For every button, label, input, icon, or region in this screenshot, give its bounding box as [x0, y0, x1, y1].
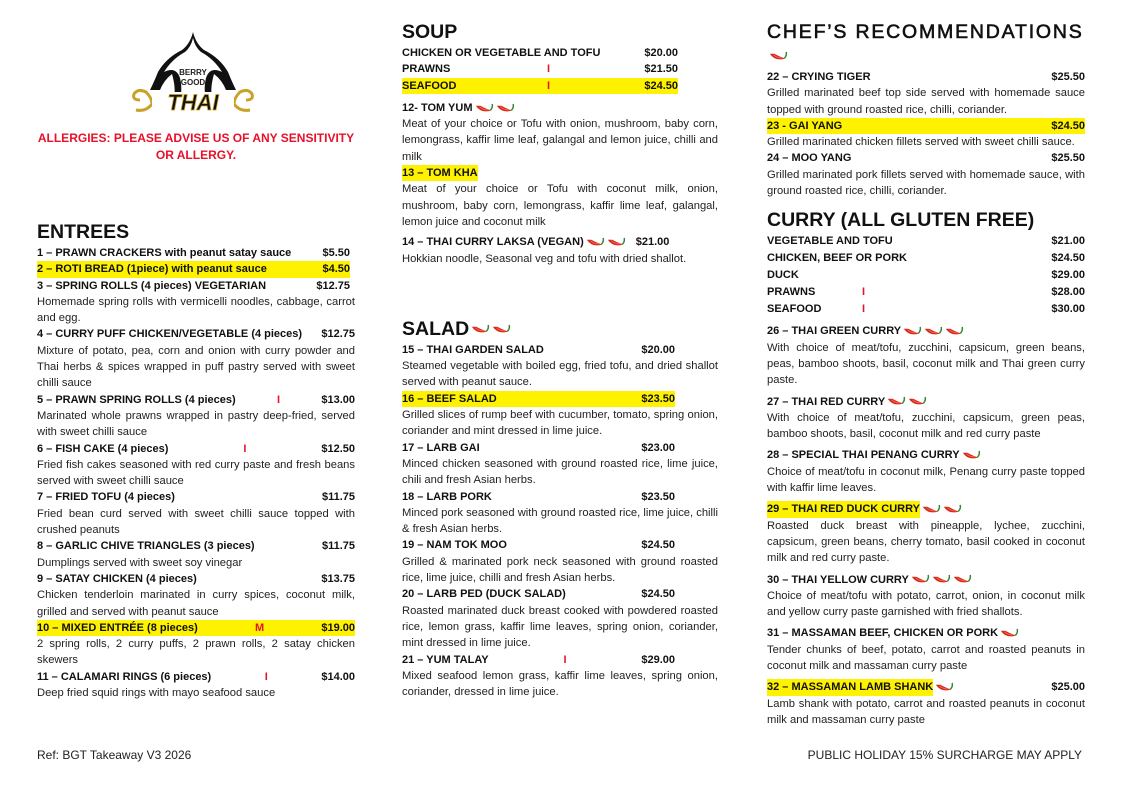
chili-icon [474, 103, 494, 114]
menu-item-description: Minced chicken seasoned with ground roasted rice, lime juice, chili and fresh Asian herbs. [402, 457, 718, 487]
menu-item-heading [402, 234, 718, 250]
menu-item-name: 12- TOM YUM [402, 101, 473, 114]
chili-icon [952, 574, 972, 585]
menu-item [402, 100, 718, 165]
option-price: $24.50 [644, 79, 678, 92]
menu-item-price: $19.00 [321, 621, 356, 634]
menu-item-name: 18 – LARB PORK [402, 490, 492, 503]
price-option-row [767, 233, 1085, 250]
menu-item-price: $13.75 [321, 572, 355, 585]
footer-surcharge: PUBLIC HOLIDAY 15% SURCHARGE MAY APPLY [807, 748, 1082, 762]
menu-item-description: Grilled marinated beef top side served with homemade sauce topped with ground roasted rice, chilli, coriander. [767, 87, 1085, 116]
menu-item-price: $23.50 [641, 490, 675, 503]
menu-item-price: $24.50 [641, 588, 675, 601]
menu-item [767, 625, 1085, 674]
menu-item-description: With choice of meat/tofu, zucchini, capsicum, green beans, peas, bamboo shoots, basil, coconut milk and Thai green curry paste. [767, 341, 1085, 387]
menu-item-description: Meat of your choice or Tofu with onion, mushroom, baby corn, lemongrass, kaffir lime leaf, galangal and lemon juice, chilli and milk [402, 118, 718, 163]
section-title-salad: SALAD [402, 317, 718, 341]
menu-item-description: Grilled & marinated pork neck seasoned with ground roasted rice, lime juice, chilli and fresh Asian herbs. [402, 555, 718, 585]
menu-item-description: Fried bean curd served with sweet chilli sauce topped with crushed peanuts [37, 507, 355, 537]
option-marker: I [862, 303, 866, 316]
section-title-curry: CURRY (ALL GLUTEN FREE) [767, 209, 1035, 232]
menu-item-price: $21.00 [635, 236, 670, 249]
menu-item-description: Mixture of potato, pea, corn and onion with curry powder and Thai herbs & spices wrapped in puff pastry served with sweet chilli sauce [37, 344, 355, 390]
menu-item-heading [402, 342, 675, 358]
menu-item-description: Choice of meat/tofu in coconut milk, Penang curry paste topped with kaffir lime leaves. [767, 465, 1085, 495]
menu-item-heading [402, 100, 718, 116]
menu-item-name: 28 – SPECIAL THAI PENANG CURRY [767, 449, 960, 462]
menu-item-description: Roasted duck breast with pineapple, lychee, zucchini, capsicum, green beans, cherry tomato, basil cooked in coconut milk and red curry paste. [767, 519, 1085, 565]
menu-item-heading [37, 441, 355, 457]
menu-item-description: Fried fish cakes seasoned with red curry paste and fresh beans served with sweet chilli sauce [37, 458, 355, 488]
menu-item-heading [402, 165, 718, 181]
menu-item-name: 6 – FISH CAKE (4 pieces) [37, 442, 169, 455]
menu-item-price: $25.50 [1051, 152, 1085, 165]
menu-item-price: $24.50 [1051, 119, 1085, 132]
menu-item-description: Mixed seafood lemon grass, kaffir lime leaves, spring onion, coriander, dressed in lime juice. [402, 669, 718, 699]
price-option-row [402, 61, 678, 77]
menu-item [402, 391, 718, 440]
menu-item-name: 30 – THAI YELLOW CURRY [767, 573, 909, 586]
svg-text:GOOD: GOOD [180, 78, 206, 87]
menu-item-description: With choice of meat/tofu, zucchini, capsicum, green peas, bamboo shoots, basil, coconut milk and red curry paste [767, 411, 1085, 441]
menu-item-heading [37, 326, 355, 342]
menu-item [37, 571, 355, 620]
menu-item-name: 11 – CALAMARI RINGS (6 pieces) [37, 670, 212, 683]
menu-item-description: Homemade spring rolls with vermicelli noodles, cabbage, carrot and egg. [37, 295, 355, 325]
menu-item [37, 441, 355, 490]
menu-item-heading [767, 323, 1085, 339]
menu-item-marker: M [254, 621, 265, 634]
menu-item-description: Steamed vegetable with boiled egg, fried tofu, and dried shallot served with peanut sauce. [402, 360, 718, 389]
menu-item-description: Grilled marinated chicken fillets served with sweet chilli sauce. [767, 136, 1075, 149]
menu-item-heading [37, 669, 355, 685]
menu-item-description: Tender chunks of beef, potato, carrot and roasted peanuts in coconut milk and massaman curry paste [767, 643, 1085, 673]
chili-icon [931, 574, 951, 585]
menu-item-name: 32 – MASSAMAN LAMB SHANK [767, 679, 933, 695]
section-title-entrees: ENTREES [37, 221, 130, 243]
option-name: VEGETABLE AND TOFU [767, 235, 893, 248]
menu-item-heading [767, 394, 1085, 410]
chili-icon [606, 237, 626, 248]
column-soup-salad [402, 20, 718, 700]
entrees-list [37, 245, 355, 701]
option-price: $20.00 [644, 47, 678, 59]
menu-item-heading [37, 278, 350, 294]
chili-icon [902, 326, 922, 337]
menu-item-price: $25.50 [1051, 71, 1085, 83]
menu-item [767, 679, 1085, 728]
menu-item [402, 652, 718, 701]
menu-item-price: $13.00 [321, 393, 355, 406]
option-name: CHICKEN OR VEGETABLE AND TOFU [402, 47, 601, 59]
menu-item-marker: I [276, 393, 281, 406]
option-price: $28.00 [1051, 286, 1085, 299]
menu-item [402, 342, 718, 391]
option-price: $30.00 [1051, 303, 1085, 316]
price-option-row [767, 250, 1085, 267]
menu-item-description: Grilled slices of rump beef with cucumber, tomato, spring onion, coriander and mint dressed in lime juice. [402, 409, 718, 438]
menu-item-name: 27 – THAI RED CURRY [767, 395, 886, 408]
menu-item [767, 69, 1085, 118]
chili-icon [470, 324, 490, 335]
menu-item-name: 17 – LARB GAI [402, 441, 480, 454]
menu-item-name: 19 – NAM TOK MOO [402, 539, 507, 552]
svg-text:THAI: THAI [167, 90, 219, 115]
curry-options [767, 233, 1085, 318]
menu-item [767, 150, 1085, 199]
menu-item-heading [767, 150, 1085, 166]
menu-item-description: Deep fried squid rings with mayo seafood sauce [37, 687, 276, 700]
chili-icon [944, 326, 964, 337]
menu-item-name: 5 – PRAWN SPRING ROLLS (4 pieces) [37, 393, 236, 406]
menu-item-name: 3 – SPRING ROLLS (4 pieces) VEGETARIAN [37, 279, 267, 292]
curry-list [767, 323, 1085, 728]
option-name: SEAFOOD [767, 303, 822, 316]
menu-item-name: 9 – SATAY CHICKEN (4 pieces) [37, 572, 197, 585]
option-name: SEAFOOD [402, 79, 457, 92]
menu-item-price: $20.00 [641, 343, 675, 356]
chili-icon [942, 504, 962, 515]
chefs-list [767, 69, 1085, 199]
chili-icon [495, 103, 515, 114]
menu-item [402, 489, 718, 538]
menu-item [37, 620, 355, 669]
menu-item [767, 501, 1085, 566]
menu-item-heading [402, 489, 675, 505]
chili-icon [585, 237, 605, 248]
menu-item [402, 586, 718, 651]
option-name: CHICKEN, BEEF OR PORK [767, 252, 907, 265]
menu-item [767, 572, 1085, 621]
option-name: PRAWNS [767, 286, 816, 299]
menu-item [37, 538, 355, 571]
menu-item [402, 234, 718, 267]
menu-item [37, 245, 355, 261]
menu-item-heading [767, 447, 1085, 463]
menu-item-heading [767, 679, 1085, 695]
salad-list [402, 342, 718, 701]
column-entrees [37, 220, 355, 701]
menu-item-name: 16 – BEEF SALAD [402, 392, 497, 405]
price-option-row [767, 284, 1085, 301]
option-name: DUCK [767, 269, 799, 282]
menu-item-price: $11.75 [321, 540, 355, 553]
section-title-chefs: CHEF’S RECOMMENDATIONS [767, 20, 1085, 68]
menu-item [37, 326, 355, 391]
menu-item [402, 537, 718, 586]
menu-item [767, 394, 1085, 443]
menu-item-name: 24 – MOO YANG [767, 152, 852, 165]
menu-item [402, 165, 718, 230]
soup-options [402, 45, 678, 94]
menu-item-description: 2 spring rolls, 2 curry puffs, 2 prawn rolls, 2 satay chicken skewers [37, 638, 355, 667]
menu-item-heading [767, 118, 1085, 134]
menu-item-heading [37, 538, 355, 554]
option-marker: I [547, 79, 551, 92]
chili-icon [768, 51, 788, 62]
footer-reference: Ref: BGT Takeaway V3 2026 [37, 748, 192, 762]
menu-item-price: $14.00 [321, 670, 355, 683]
menu-item-marker: I [243, 442, 247, 455]
menu-item-description: Marinated whole prawns wrapped in pastry deep-fried, served with sweet chilli sauce [37, 409, 355, 439]
chili-icon [999, 628, 1019, 639]
menu-item [767, 447, 1085, 496]
menu-item-price: $23.00 [641, 441, 675, 454]
menu-item-marker: I [563, 653, 567, 666]
menu-item-name: 1 – PRAWN CRACKERS with peanut satay sauce [37, 247, 292, 259]
menu-item-price: $29.00 [641, 653, 676, 666]
menu-item [767, 118, 1085, 151]
chili-icon [921, 504, 941, 515]
option-price: $21.00 [1051, 235, 1085, 248]
menu-item-description: Chicken tenderloin marinated in curry spices, coconut milk, grilled and served with peanut sauce [37, 589, 355, 618]
menu-item-heading [402, 586, 675, 602]
menu-item-name: 29 – THAI RED DUCK CURRY [767, 501, 920, 517]
menu-item-price: $24.50 [641, 539, 675, 552]
menu-item-name: 4 – CURRY PUFF CHICKEN/VEGETABLE (4 pieces) [37, 328, 303, 341]
menu-item-heading [767, 69, 1085, 85]
option-price: $29.00 [1051, 269, 1085, 282]
menu-item-price: $23.50 [641, 392, 675, 405]
menu-item-heading [37, 245, 350, 261]
menu-item-heading [402, 537, 675, 553]
price-option-row [767, 267, 1085, 284]
chili-icon [961, 450, 981, 461]
menu-item-name: 10 – MIXED ENTRÉE (8 pieces) [37, 621, 198, 634]
allergy-notice: ALLERGIES: PLEASE ADVISE US OF ANY SENSITIVITY OR ALLERGY. [37, 131, 355, 162]
menu-item-heading [767, 501, 1085, 517]
price-option-row [402, 45, 678, 61]
menu-item-marker: I [264, 670, 268, 683]
column-chefs-curry [767, 20, 1085, 728]
menu-item [37, 489, 355, 538]
menu-item-description: Hokkian noodle, Seasonal veg and tofu with dried shallot. [402, 252, 687, 265]
menu-item [402, 440, 718, 489]
menu-item-price: $12.75 [321, 328, 355, 341]
menu-item-price: $5.50 [322, 247, 350, 259]
option-name: PRAWNS [402, 63, 451, 76]
chili-icon [934, 682, 954, 693]
menu-item-description: Choice of meat/tofu with potato, carrot, onion, in coconut milk and yellow curry paste garnished with fried shallots. [767, 589, 1085, 619]
option-marker: I [862, 286, 866, 299]
menu-item-heading [402, 391, 675, 407]
menu-item-description: Roasted marinated duck breast cooked with powdered roasted rice, lemon grass, kaffir lime leaves, spring onion, coriander, mint dressed in lime juice. [402, 604, 718, 650]
menu-item-name: 23 - GAI YANG [767, 119, 843, 132]
option-marker: I [547, 63, 551, 76]
menu-item-price: $12.75 [316, 279, 350, 292]
menu-item-description: Dumplings served with sweet soy vinegar [37, 556, 243, 569]
price-option-row [767, 301, 1085, 318]
menu-item-heading [37, 392, 355, 408]
option-price: $21.50 [644, 63, 678, 76]
menu-item-name: 7 – FRIED TOFU (4 pieces) [37, 491, 175, 504]
menu-item [767, 323, 1085, 388]
menu-item-heading [37, 261, 350, 277]
menu-item-heading [767, 625, 1085, 641]
menu-item-price: $4.50 [322, 263, 350, 276]
chili-icon [886, 396, 906, 407]
menu-item-heading [767, 572, 1085, 588]
menu-item-heading [402, 440, 675, 456]
menu-item-description: Lamb shank with potato, carrot and roasted peanuts in coconut milk and massaman curry paste [767, 697, 1085, 726]
menu-item [37, 261, 355, 277]
menu-item-price: $11.75 [321, 491, 355, 504]
chili-icon [491, 324, 511, 335]
soup-list [402, 100, 718, 267]
menu-item-name: 22 – CRYING TIGER [767, 71, 871, 83]
menu-item-name: 14 – THAI CURRY LAKSA (VEGAN) [402, 236, 584, 249]
menu-item-price: $12.50 [321, 442, 355, 455]
menu-item-name: 21 – YUM TALAY [402, 653, 489, 666]
menu-item-price: $25.00 [1051, 681, 1085, 694]
chili-icon [907, 396, 927, 407]
menu-item-description: Meat of your choice or Tofu with coconut milk, onion, mushroom, baby corn, lemongrass, kaffir lime leaf, galangal, lemon juice and coconut milk [402, 183, 718, 228]
menu-item-description: Minced pork seasoned with ground roasted rice, lime juice, chilli & fresh Asian herbs. [402, 506, 718, 536]
menu-item-heading [37, 489, 355, 505]
price-option-row [402, 78, 678, 94]
section-title-soup: SOUP [402, 21, 458, 43]
menu-item-name: 31 – MASSAMAN BEEF, CHICKEN OR PORK [767, 627, 999, 640]
option-price: $24.50 [1051, 252, 1085, 265]
menu-item-name: 8 – GARLIC CHIVE TRIANGLES (3 pieces) [37, 540, 255, 553]
chili-icon [910, 574, 930, 585]
svg-text:BERRY: BERRY [179, 68, 207, 77]
menu-item-heading [37, 620, 355, 636]
menu-item-name: 13 – TOM KHA [402, 165, 478, 181]
menu-item [37, 669, 355, 702]
menu-item-heading [37, 571, 355, 587]
menu-item-name: 26 – THAI GREEN CURRY [767, 325, 902, 338]
menu-item-name: 15 – THAI GARDEN SALAD [402, 343, 544, 356]
menu-item [37, 392, 355, 441]
menu-item-description: Grilled marinated pork fillets served with homemade sauce, with ground roasted rice, chilli, coriander. [767, 168, 1085, 198]
menu-item-name: 20 – LARB PED (DUCK SALAD) [402, 588, 566, 601]
menu-item-name: 2 – ROTI BREAD (1piece) with peanut sauce [37, 263, 267, 276]
menu-item-heading [402, 652, 675, 668]
restaurant-logo [130, 28, 256, 116]
menu-item [37, 278, 355, 327]
chili-icon [923, 326, 943, 337]
